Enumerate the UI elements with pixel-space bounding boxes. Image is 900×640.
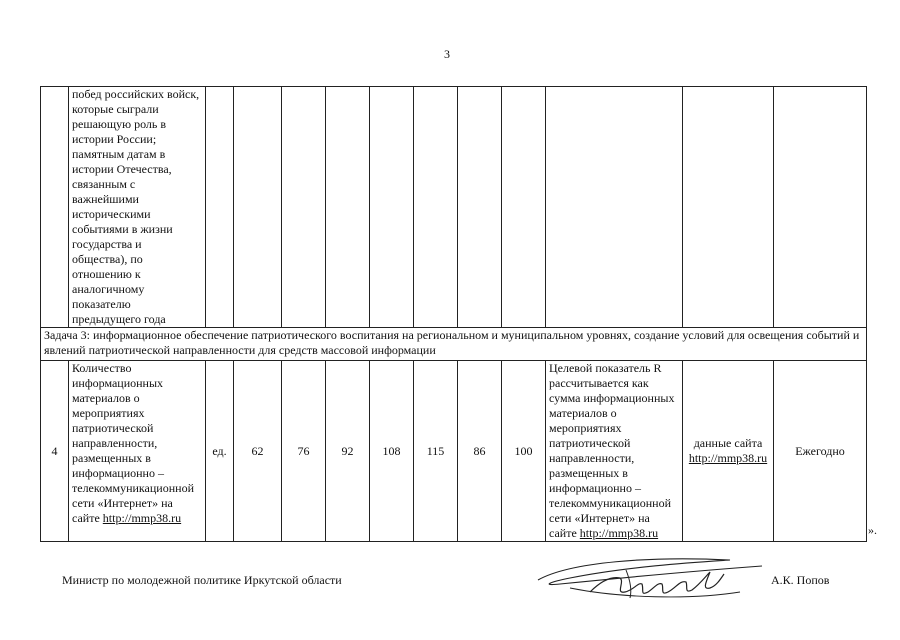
value-cell <box>282 87 326 328</box>
value-cell: 115 <box>414 361 458 542</box>
unit-cell: ед. <box>206 361 234 542</box>
value-cell: 76 <box>282 361 326 542</box>
task-row <box>41 328 867 361</box>
value-cell <box>502 87 546 328</box>
page-number: 3 <box>444 47 450 61</box>
signatory-position: Министр по молодежной политике Иркутской области <box>62 573 342 587</box>
value-cell <box>326 87 370 328</box>
frequency-cell: Ежегодно <box>774 361 867 542</box>
indicators-table <box>40 86 867 542</box>
method-cell <box>546 87 683 328</box>
table-row <box>41 361 867 542</box>
table-row <box>41 87 867 328</box>
source-text: данные сайта <box>693 436 763 450</box>
row-number-cell: 4 <box>41 361 69 542</box>
task-3-cell: Задача 3: информационное обеспечение патриотического воспитания на региональном и муниципальном уровнях, создание условий для освещения событий и явлений патриотической направленности для средств массовой информации <box>41 328 867 361</box>
indicator-cell <box>69 87 206 328</box>
source-cell <box>683 87 774 328</box>
value-cell: 108 <box>370 361 414 542</box>
method-text: Целевой показатель R рассчитывается как сумма информационных материалов о мероприятиях патриотической направленности, размещенных в информационно – телекоммуникационной сети «Интернет» на сайте <box>549 361 675 540</box>
value-cell: 100 <box>502 361 546 542</box>
indicator-text: Количество информационных материалов о мероприятиях патриотической направленности, размещенных в информационно – телекоммуникационной сети «Интернет» на сайте <box>72 361 194 525</box>
indicator-text: побед российских войск, которые сыграли решающую роль в истории России; памятным датам в истории Отечества, связанным с важнейшими историческими событиями в жизни государства и общества), по отношению к аналогичному показателю предыдущего года <box>72 87 200 326</box>
value-cell <box>414 87 458 328</box>
value-cell: 86 <box>458 361 502 542</box>
site-link[interactable]: http://mmp38.ru <box>688 451 768 465</box>
method-cell <box>546 361 683 542</box>
signature-icon <box>530 552 770 606</box>
site-link[interactable]: http://mmp38.ru <box>102 511 182 525</box>
row-number-cell <box>41 87 69 328</box>
unit-cell <box>206 87 234 328</box>
indicator-cell <box>69 361 206 542</box>
site-link[interactable]: http://mmp38.ru <box>579 526 659 540</box>
closing-quote-mark: ». <box>868 523 877 537</box>
value-cell <box>234 87 282 328</box>
value-cell: 92 <box>326 361 370 542</box>
frequency-cell <box>774 87 867 328</box>
source-cell <box>683 361 774 542</box>
value-cell <box>370 87 414 328</box>
signatory-name: А.К. Попов <box>771 573 830 587</box>
value-cell: 62 <box>234 361 282 542</box>
value-cell <box>458 87 502 328</box>
